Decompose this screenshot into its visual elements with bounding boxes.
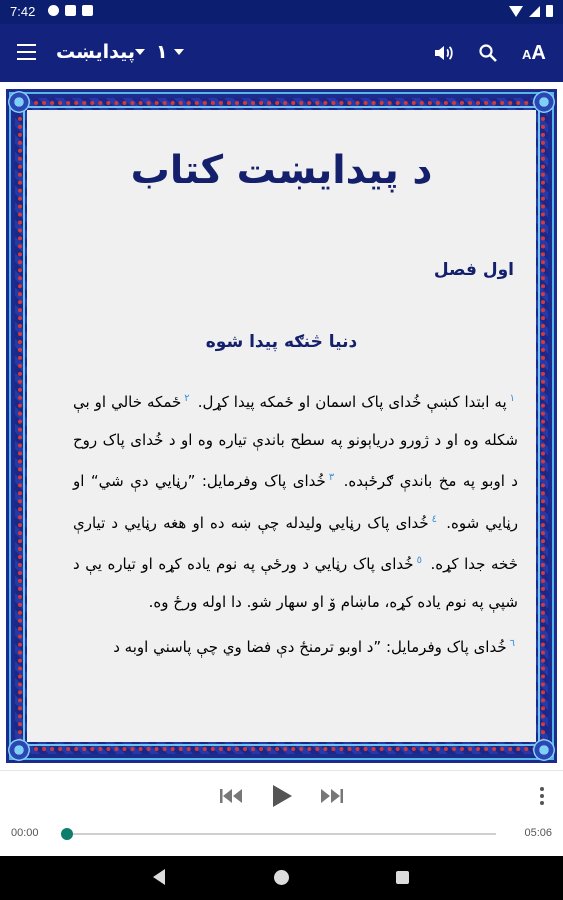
verse-number[interactable]: ٦ — [509, 638, 515, 649]
section-heading: دنيا څنګه پيدا شوه — [205, 332, 358, 352]
shield-icon — [65, 5, 76, 16]
chevron-down-icon — [174, 49, 184, 55]
settings-icon — [48, 5, 59, 16]
system-navigation-bar — [0, 856, 563, 900]
seek-thumb[interactable] — [61, 828, 73, 840]
ornament-icon — [8, 739, 30, 761]
book-selector[interactable] — [56, 41, 151, 63]
chapter-heading: اول فصل — [433, 260, 514, 280]
verse[interactable]: خُدای پاک رڼايي د ورځې په نوم ياده کړه او تياره يې د شپې په نوم ياده کړه، ماښام ۆ او سهار شو. دا اوله ورځ وه. — [73, 555, 518, 611]
verse-text — [73, 380, 518, 667]
app-bar — [0, 24, 563, 82]
verse-number[interactable]: ٢ — [184, 393, 190, 404]
verse-number[interactable]: ٣ — [328, 472, 335, 483]
speaker-icon[interactable] — [430, 40, 456, 66]
system-icons — [509, 5, 553, 17]
reader-area[interactable] — [0, 82, 563, 770]
chevron-down-icon — [135, 49, 145, 55]
play-icon[interactable] — [271, 784, 293, 808]
menu-icon[interactable] — [17, 44, 36, 60]
back-icon[interactable] — [153, 869, 165, 885]
verse-number[interactable]: ١ — [509, 393, 515, 404]
current-time: 00:00 — [11, 827, 39, 839]
verse[interactable]: خُدای پاک رڼايي وليدله چې ښه ده او هغه رڼايي د تيارې څخه جدا کړه. — [73, 513, 518, 573]
notification-icons — [48, 5, 93, 16]
sd-card-icon — [82, 5, 93, 16]
seek-bar[interactable] — [67, 833, 496, 835]
book-name: پيدايښت — [56, 41, 135, 63]
verse[interactable]: خُدای پاک وفرمايل: ”رڼايي دې شي“ او رڼايي شوه. — [73, 472, 518, 532]
signal-icon — [529, 6, 540, 17]
home-icon[interactable] — [274, 870, 289, 885]
chapter-number: ١ — [156, 41, 168, 63]
paragraph — [73, 380, 518, 621]
book-title: د پيدايښت کتاب — [130, 148, 433, 193]
status-bar — [0, 0, 563, 24]
recents-icon[interactable] — [396, 871, 409, 884]
search-icon[interactable] — [475, 40, 501, 66]
verse[interactable]: ځمکه خالي او بې شکله وه او د ژورو درياېونو په سطح باندې تياره وه او د خُدای پاک روح د اوبو په مخ باندې ګرځېده. — [73, 393, 518, 490]
ornament-icon — [533, 91, 555, 113]
wifi-icon — [509, 6, 523, 17]
skip-next-icon[interactable] — [320, 787, 344, 805]
more-vert-icon[interactable] — [536, 785, 548, 807]
verse-number[interactable]: ٤ — [431, 513, 438, 525]
verse[interactable]: خُدای پاک وفرمايل: ”د اوبو ترمنځ دې فضا وي چې پاسني اوبه د — [113, 638, 507, 656]
scripture-page — [27, 110, 536, 742]
total-time: 05:06 — [524, 827, 552, 839]
decorative-border — [6, 89, 557, 763]
battery-icon — [546, 5, 553, 17]
verse-number[interactable]: ٥ — [416, 555, 422, 566]
verse[interactable]: په ابتدا کښې خُدای پاک اسمان او ځمکه پيدا کړل. — [197, 393, 507, 411]
audio-player — [0, 770, 563, 857]
text-size-icon[interactable]: AA — [522, 42, 546, 64]
skip-previous-icon[interactable] — [219, 787, 243, 805]
ornament-icon — [533, 739, 555, 761]
status-time: 7:42 — [10, 4, 36, 19]
chapter-selector[interactable] — [156, 41, 184, 63]
paragraph — [73, 625, 518, 667]
